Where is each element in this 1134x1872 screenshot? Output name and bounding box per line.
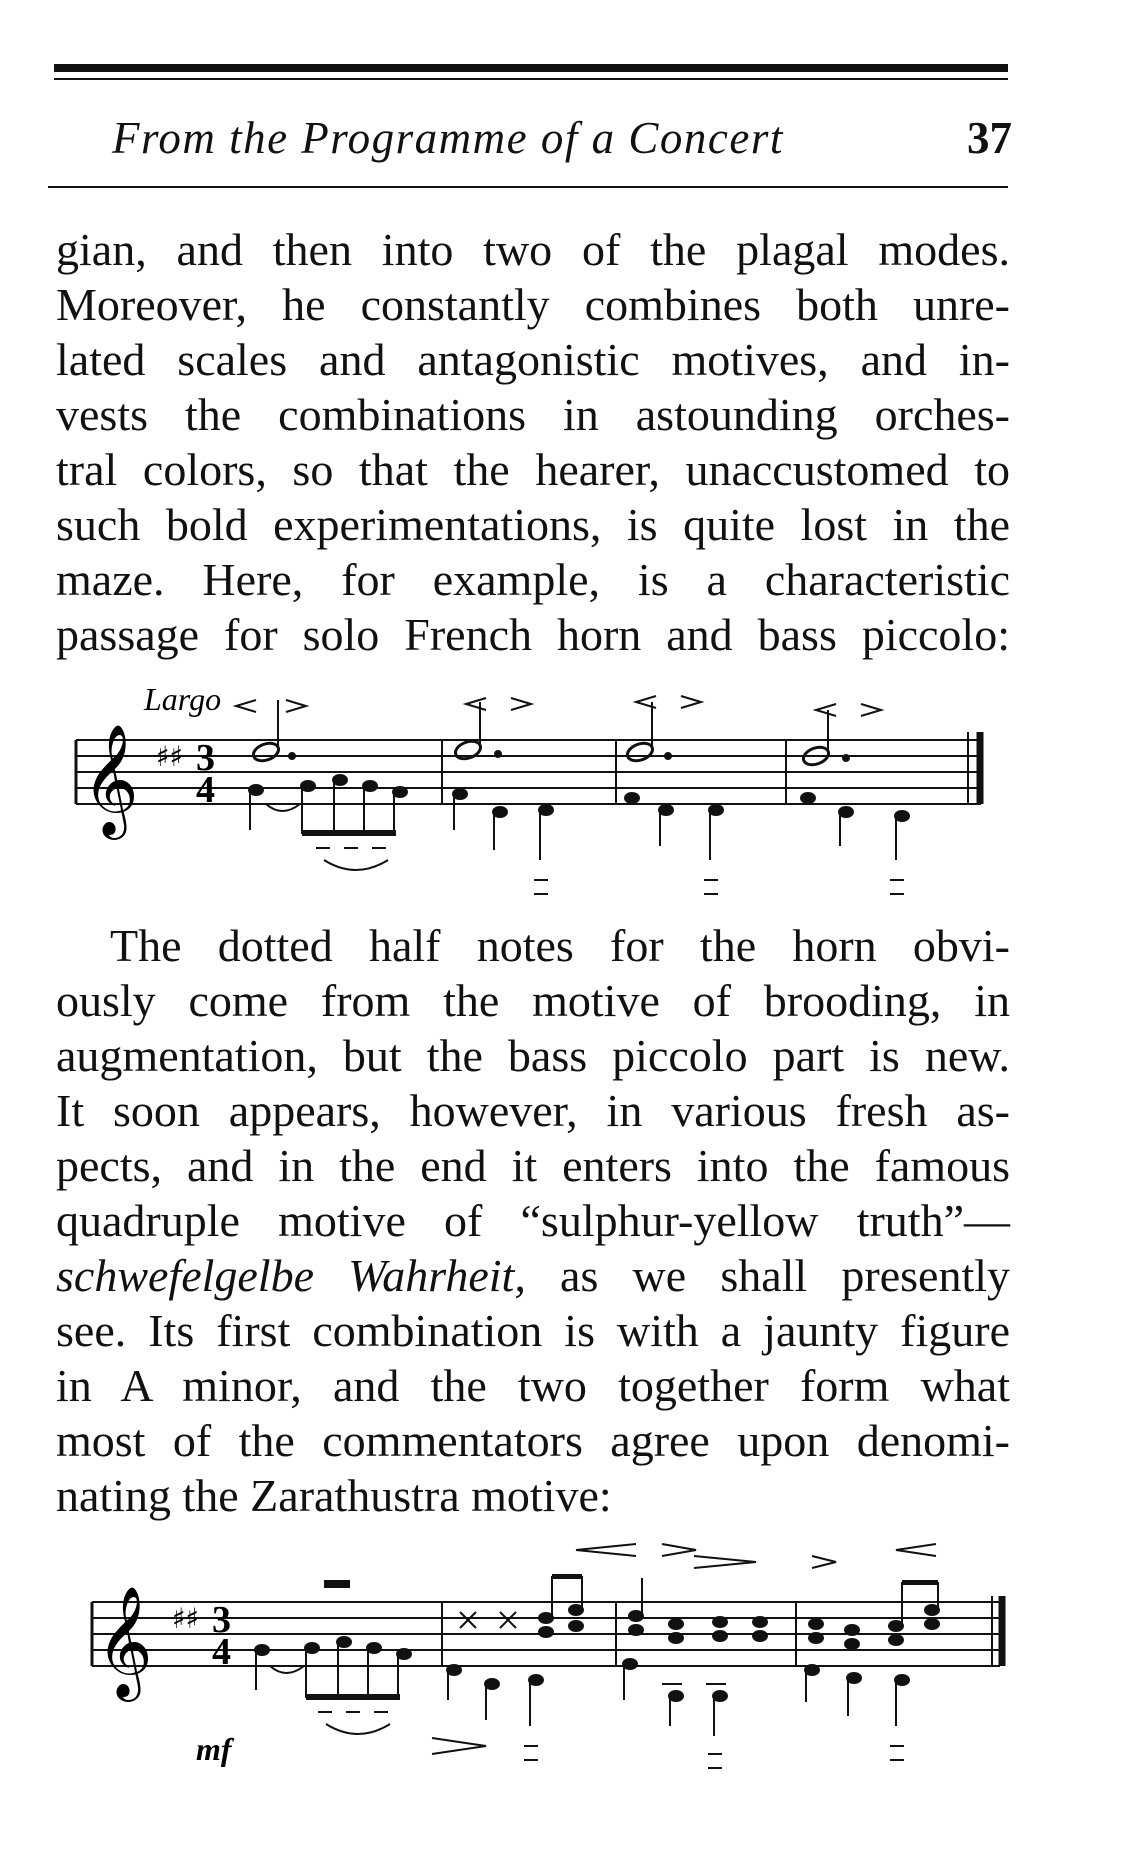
key-signature: ♯♯ <box>172 1602 200 1635</box>
text-line: such bold experimentations, is quite lost in the <box>56 499 1010 550</box>
text-line: passage for solo French horn and bass piccolo: <box>56 609 1010 660</box>
text-line: tral colors, so that the hearer, unaccustomed to <box>56 444 1010 495</box>
text-line: in A minor, and the two together form what <box>56 1360 1010 1411</box>
time-signature-bottom: 4 <box>196 769 215 811</box>
text-line: The dotted half notes for the horn obvi- <box>110 920 1010 971</box>
text-line: quadruple motive of “sulphur-yellow truth”— <box>56 1195 1010 1246</box>
italic-phrase: schwefelgelbe Wahrheit, <box>56 1250 526 1301</box>
music-example-2-score <box>56 1540 1016 1780</box>
text-line: augmentation, but the bass piccolo part is new. <box>56 1030 1010 1081</box>
text-fragment: as we shall presently <box>525 1250 1011 1301</box>
text-line: nating the Zarathustra motive: <box>56 1470 612 1521</box>
text-line: ously come from the motive of brooding, in <box>56 975 1010 1026</box>
header-rule-thin <box>54 78 1008 80</box>
treble-clef-icon: 𝄞 <box>96 1585 153 1697</box>
text-line: vests the combinations in astounding orches- <box>56 389 1010 440</box>
text-line: It soon appears, however, in various fresh as- <box>56 1085 1010 1136</box>
page-header <box>112 112 1012 172</box>
hairpins <box>236 696 881 716</box>
dynamic-marking: mf <box>196 1731 232 1767</box>
notes <box>255 1574 939 1768</box>
text-line: gian, and then into two of the plagal modes. <box>56 224 1010 275</box>
text-line: maze. Here, for example, is a characteristic <box>56 554 1010 605</box>
music-example-1-score <box>56 680 1016 920</box>
paragraph-1 <box>56 222 1010 662</box>
music-example-2 <box>56 1540 1016 1780</box>
header-rule-thick <box>54 64 1008 72</box>
key-signature: ♯♯ <box>156 740 184 773</box>
notes <box>249 700 909 894</box>
treble-clef-icon: 𝄞 <box>82 723 139 835</box>
time-signature-bottom: 4 <box>212 1631 231 1673</box>
paragraph-2 <box>56 918 1010 1523</box>
text-line: pects, and in the end it enters into the famous <box>56 1140 1010 1191</box>
text-line: see. Its first combination is with a jaunty figure <box>56 1305 1010 1356</box>
tempo-marking: Largo <box>144 681 222 717</box>
text-line: lated scales and antagonistic motives, and in- <box>56 334 1010 385</box>
text-line: Moreover, he constantly combines both unre- <box>56 279 1010 330</box>
text-line: most of the commentators agree upon denomi- <box>56 1415 1010 1466</box>
running-head: From the Programme of a Concert <box>112 113 784 163</box>
header-underline <box>48 186 1008 188</box>
time-signature-top: 3 <box>196 737 215 779</box>
text-line <box>56 1248 1010 1303</box>
music-example-1 <box>56 680 1016 920</box>
time-signature-top: 3 <box>212 1599 231 1641</box>
page-number: 37 <box>967 113 1012 163</box>
